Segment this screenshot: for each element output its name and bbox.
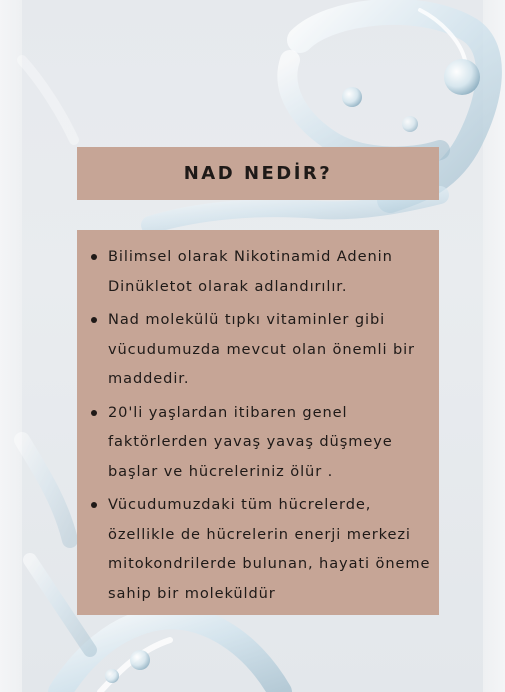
- list-item-text: Nad molekülü tıpkı vitaminler gibi vücudumuzda mevcut olan önemli bir maddedir.: [108, 311, 415, 387]
- bullet-icon: [91, 410, 97, 416]
- list-item: [91, 305, 431, 394]
- list-item-text: 20'li yaşlardan itibaren genel faktörlerden yavaş yavaş düşmeye başlar ve hücreleriniz ölür .: [108, 403, 393, 480]
- list-item: [91, 490, 431, 608]
- bullet-list: [91, 242, 431, 608]
- bullet-icon: [91, 317, 97, 323]
- page-title: NAD NEDİR?: [183, 163, 333, 184]
- list-item: [91, 398, 431, 487]
- bullet-icon: [91, 254, 97, 260]
- list-item-text: Vücudumuzdaki tüm hücrelerde, özellikle de hücrelerin enerji merkezi mitokondrilerde bulunan, hayati öneme sahip bir moleküldür: [108, 496, 431, 602]
- list-item: [91, 242, 431, 301]
- bullet-icon: [91, 502, 97, 508]
- title-banner: [77, 147, 439, 200]
- content-panel: [77, 230, 439, 615]
- list-item-text: Bilimsel olarak Nikotinamid Adenin Dinükletot olarak adlandırılır.: [108, 248, 393, 295]
